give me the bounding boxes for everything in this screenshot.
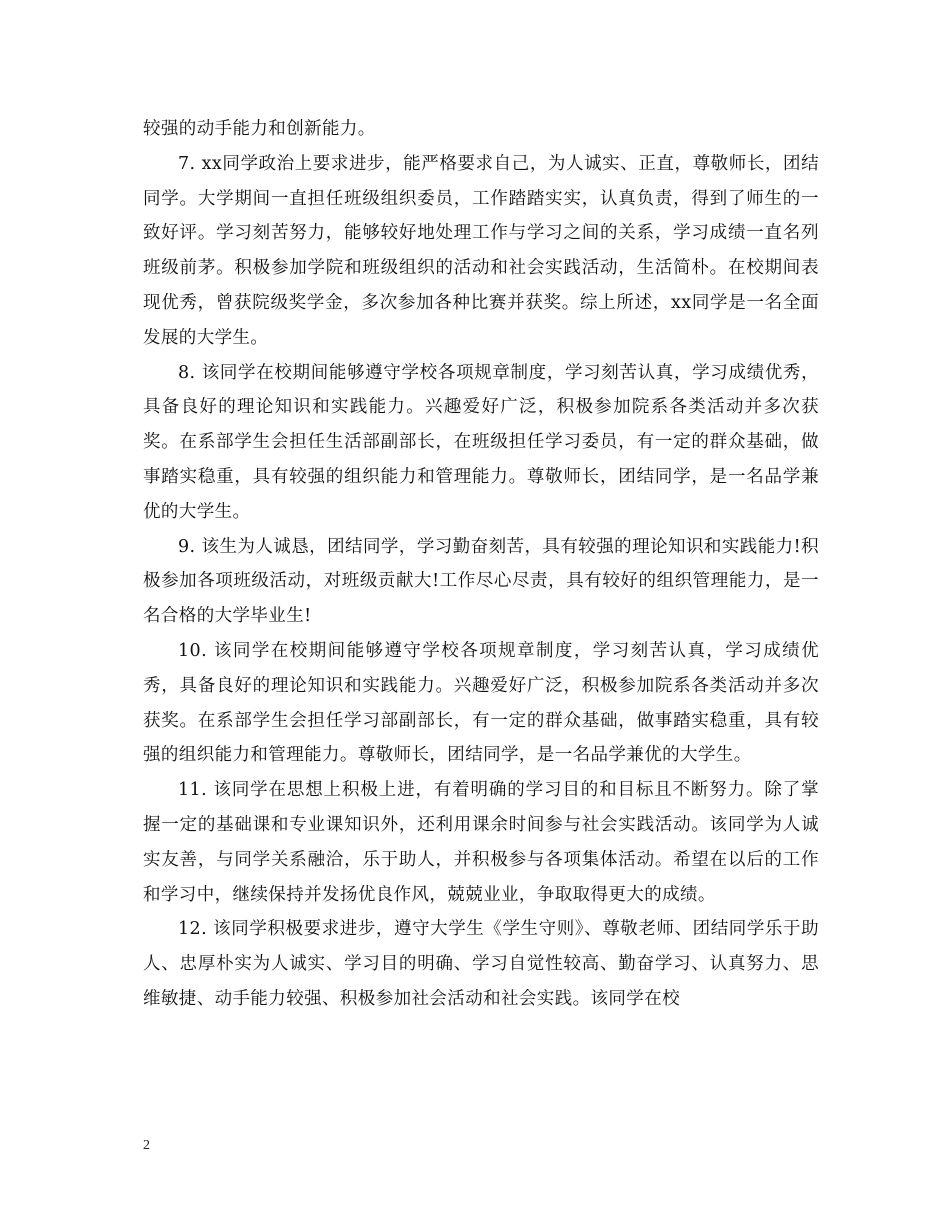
document-body [143,112,819,1017]
paragraph-item-12: 12. 该同学积极要求进步，遵守大学生《学生守则》、尊敬老师、团结同学乐于助人、忠厚朴实为人诚实、学习目的明确、学习自觉性较高、勤奋学习、认真努力、思维敏捷、动手能力较强、积极参加社会活动和社会实践。该同学在校 [143,919,819,1009]
page-number: 2 [143,1138,150,1153]
paragraph-item-9: 9. 该生为人诚恳，团结同学，学习勤奋刻苦，具有较强的理论知识和实践能力!积极参加各项班级活动，对班级贡献大!工作尽心尽责，具有较好的组织管理能力，是一名合格的大学毕业生! [143,536,819,627]
paragraph-item-10: 10. 该同学在校期间能够遵守学校各项规章制度，学习刻苦认真，学习成绩优秀，具备良好的理论知识和实践能力。兴趣爱好广泛，积极参加院系各类活动并多次获奖。在系部学生会担任学习部副部长，有一定的群众基础，做事踏实稳重，具有较强的组织能力和管理能力。尊敬师长，团结同学，是一名品学兼优的大学生。 [143,640,819,766]
paragraph-item-8: 8. 该同学在校期间能够遵守学校各项规章制度，学习刻苦认真，学习成绩优秀，具备良好的理论知识和实践能力。兴趣爱好广泛，积极参加院系各类活动并多次获奖。在系部学生会担任生活部副部长，在班级担任学习委员，有一定的群众基础，做事踏实稳重，具有较强的组织能力和管理能力。尊敬师长，团结同学，是一名品学兼优的大学生。 [143,362,819,522]
paragraph-item-7: 7. xx同学政治上要求进步，能严格要求自己，为人诚实、正直，尊敬师长，团结同学。大学期间一直担任班级组织委员，工作踏踏实实，认真负责，得到了师生的一致好评。学习刻苦努力，能够较好地处理工作与学习之间的关系，学习成绩一直名列班级前茅。积极参加学院和班级组织的活动和社会实践活动，生活简朴。在校期间表现优秀，曾获院级奖学金，多次参加各种比赛并获奖。综上所述，xx同学是一名全面发展的大学生。 [143,153,819,348]
paragraph-item-11: 11. 该同学在思想上积极上进，有着明确的学习目的和目标且不断努力。除了掌握一定的基础课和专业课知识外，还利用课余时间参与社会实践活动。该同学为人诚实友善，与同学关系融洽，乐于助人，并积极参与各项集体活动。希望在以后的工作和学习中，继续保持并发扬优良作风，兢兢业业，争取取得更大的成绩。 [143,780,819,905]
paragraph-continuation: 较强的动手能力和创新能力。 [143,119,376,139]
